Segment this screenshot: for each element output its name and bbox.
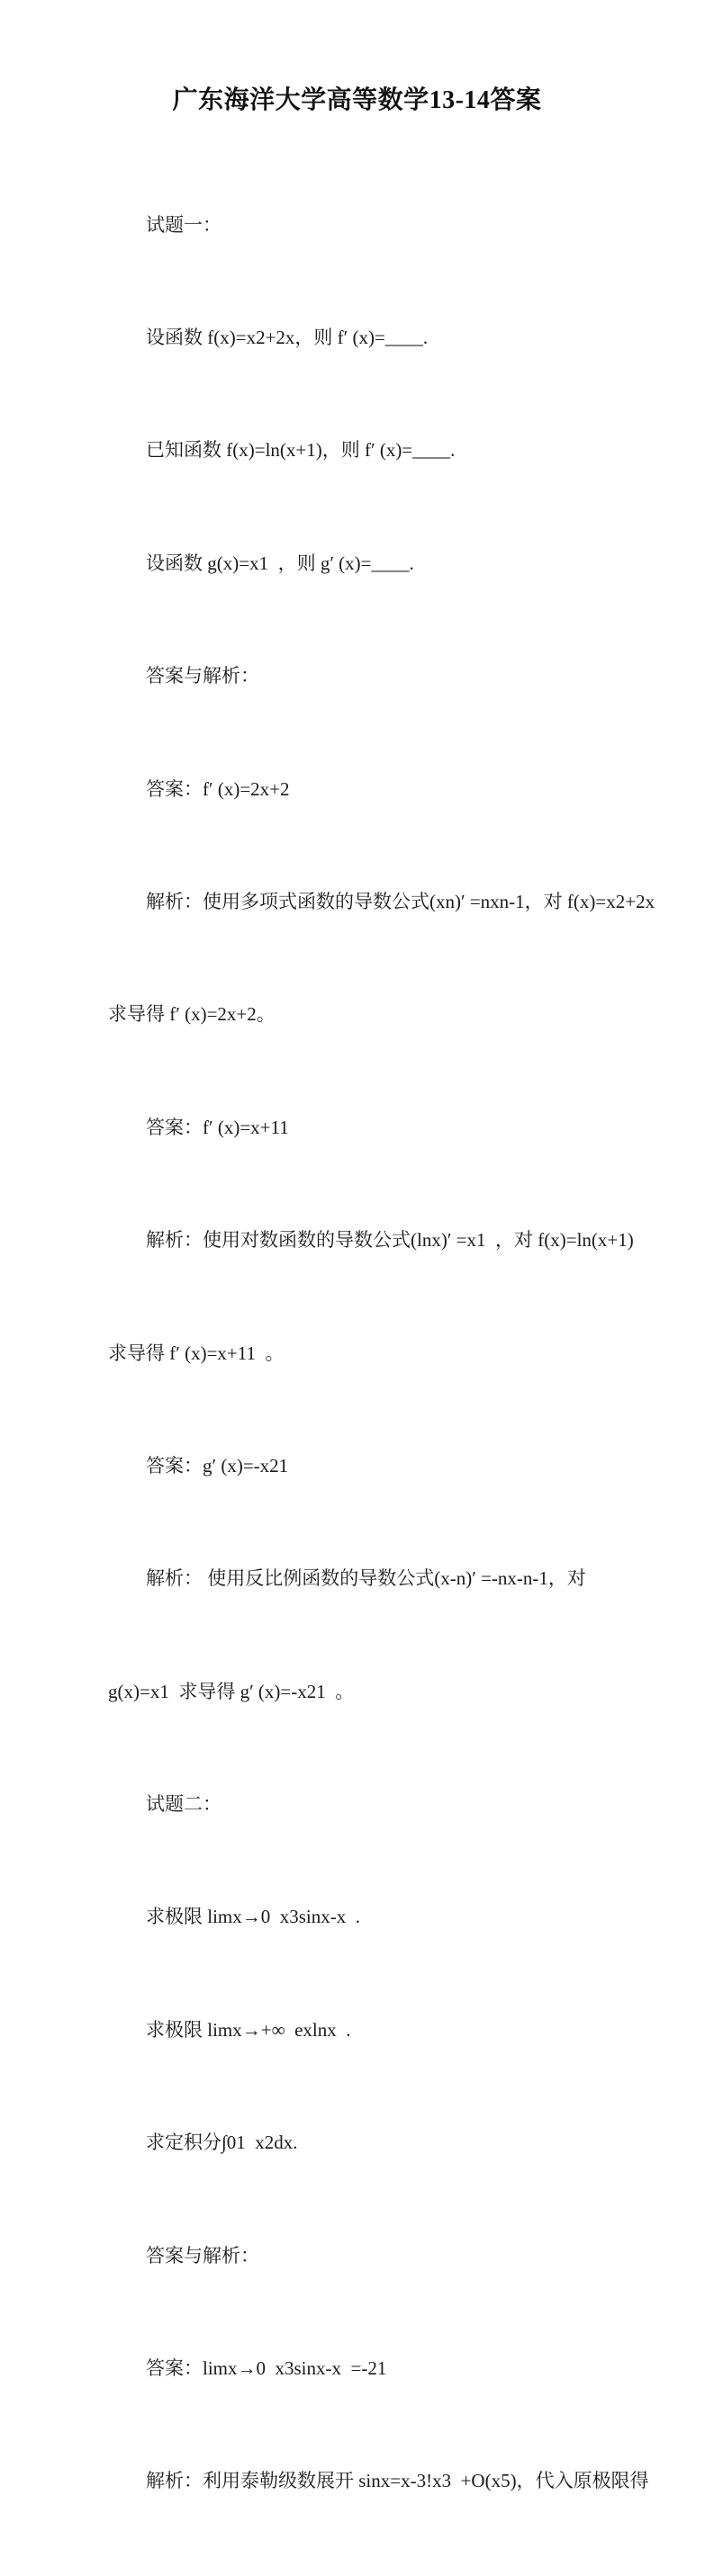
- document-title: 广东海洋大学高等数学13-14答案: [172, 86, 542, 114]
- text-line: 求导得 f′ (x)=x+11 。: [108, 1342, 285, 1364]
- text-line: 求定积分∫01 x2dx.: [146, 2132, 298, 2154]
- text-line: 解析：使用多项式函数的导数公式(xn)′ =nxn-1，对 f(x)=x2+2x: [146, 890, 655, 912]
- text-line: 解析： 使用反比例函数的导数公式(x-n)′ =-nx-n-1，对: [146, 1567, 586, 1590]
- text-line: 解析：利用泰勒级数展开 sinx=x-3!x3 +O(x5)，代入原极限得: [146, 2470, 649, 2492]
- text-line: 已知函数 f(x)=ln(x+1)，则 f′ (x)=____.: [146, 439, 456, 462]
- text-line: 试题二：: [146, 1793, 221, 1816]
- text-line: 答案：limx→0 x3sinx-x =-21: [146, 2357, 387, 2380]
- text-line: 答案：f′ (x)=x+11: [146, 1116, 289, 1138]
- document-page: [0, 83, 714, 2492]
- text-line: 求极限 limx→0 x3sinx-x .: [146, 1906, 361, 1928]
- text-line: 求极限 limx→+∞ exlnx .: [146, 2018, 351, 2041]
- text-line: 答案：f′ (x)=2x+2: [146, 777, 290, 800]
- document-body: [0, 131, 714, 2576]
- text-line: 设函数 g(x)=x1 ，则 g′ (x)=____.: [146, 552, 414, 574]
- text-line: 解析：使用对数函数的导数公式(lnx)′ =x1 ，对 f(x)=ln(x+1): [146, 1229, 634, 1252]
- text-line: g(x)=x1 求导得 g′ (x)=-x21 。: [108, 1680, 355, 1702]
- text-line: 求导得 f′ (x)=2x+2。: [108, 1003, 276, 1026]
- text-line: 设函数 f(x)=x2+2x，则 f′ (x)=____.: [146, 326, 429, 348]
- text-line: 答案与解析：: [146, 665, 259, 687]
- text-line: 答案与解析：: [146, 2244, 259, 2266]
- text-line: 答案：g′ (x)=-x21: [146, 1454, 289, 1476]
- text-line: 试题一：: [146, 213, 221, 236]
